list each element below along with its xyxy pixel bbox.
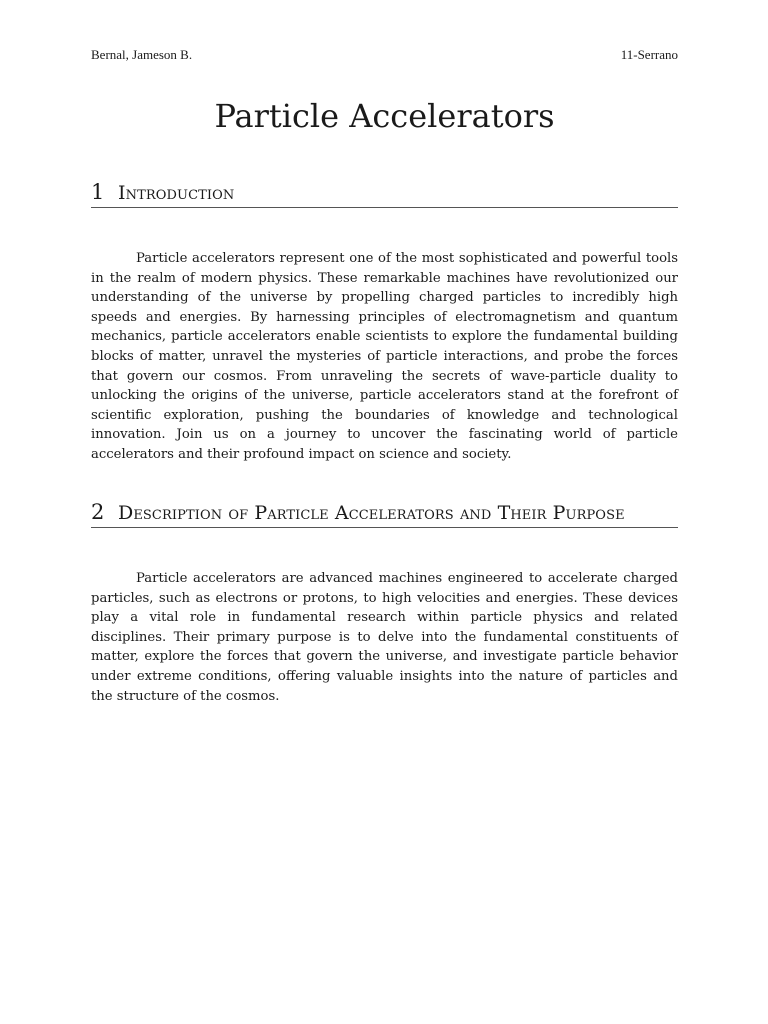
section-title: Introduction xyxy=(118,182,235,204)
section-heading-introduction xyxy=(91,179,678,208)
class-section: 11-Serrano xyxy=(620,47,678,62)
section-heading-description xyxy=(91,499,678,528)
section-title: Description of Particle Accelerators and Their Purpose xyxy=(118,502,625,524)
section-number: 1 xyxy=(91,180,105,204)
section-number: 2 xyxy=(91,500,105,524)
description-paragraph: Particle accelerators are advanced machines engineered to accelerate charged particles, such as electrons or protons, to high velocities and energies. These devices play a vital role in fundamental research within particle physics and related disciplines. Their primary purpose is to delve into the fundamental constituents of matter, explore the forces that govern the universe, and investigate particle behavior under extreme conditions, offering valuable insights into the nature of particles and the structure of the cosmos. xyxy=(91,571,678,704)
page-header xyxy=(91,47,678,63)
document-title: Particle Accelerators xyxy=(214,97,555,135)
author-name: Bernal, Jameson B. xyxy=(91,47,193,62)
introduction-paragraph: Particle accelerators represent one of the most sophisticated and powerful tools in the realm of modern physics. These remarkable machines have revolutionized our understanding of the universe by propelling charged particles to incredibly high speeds and energies. By harnessing principles of electromagnetism and quantum mechanics, particle accelerators enable scientists to explore the fundamental building blocks of matter, unravel the mysteries of particle interactions, and probe the forces that govern our cosmos. From unraveling the secrets of wave-particle duality to unlocking the origins of the universe, particle accelerators stand at the forefront of scientific exploration, pushing the boundaries of knowledge and technological innovation. Join us on a journey to uncover the fascinating world of particle accelerators and their profound impact on science and society. xyxy=(91,251,678,462)
